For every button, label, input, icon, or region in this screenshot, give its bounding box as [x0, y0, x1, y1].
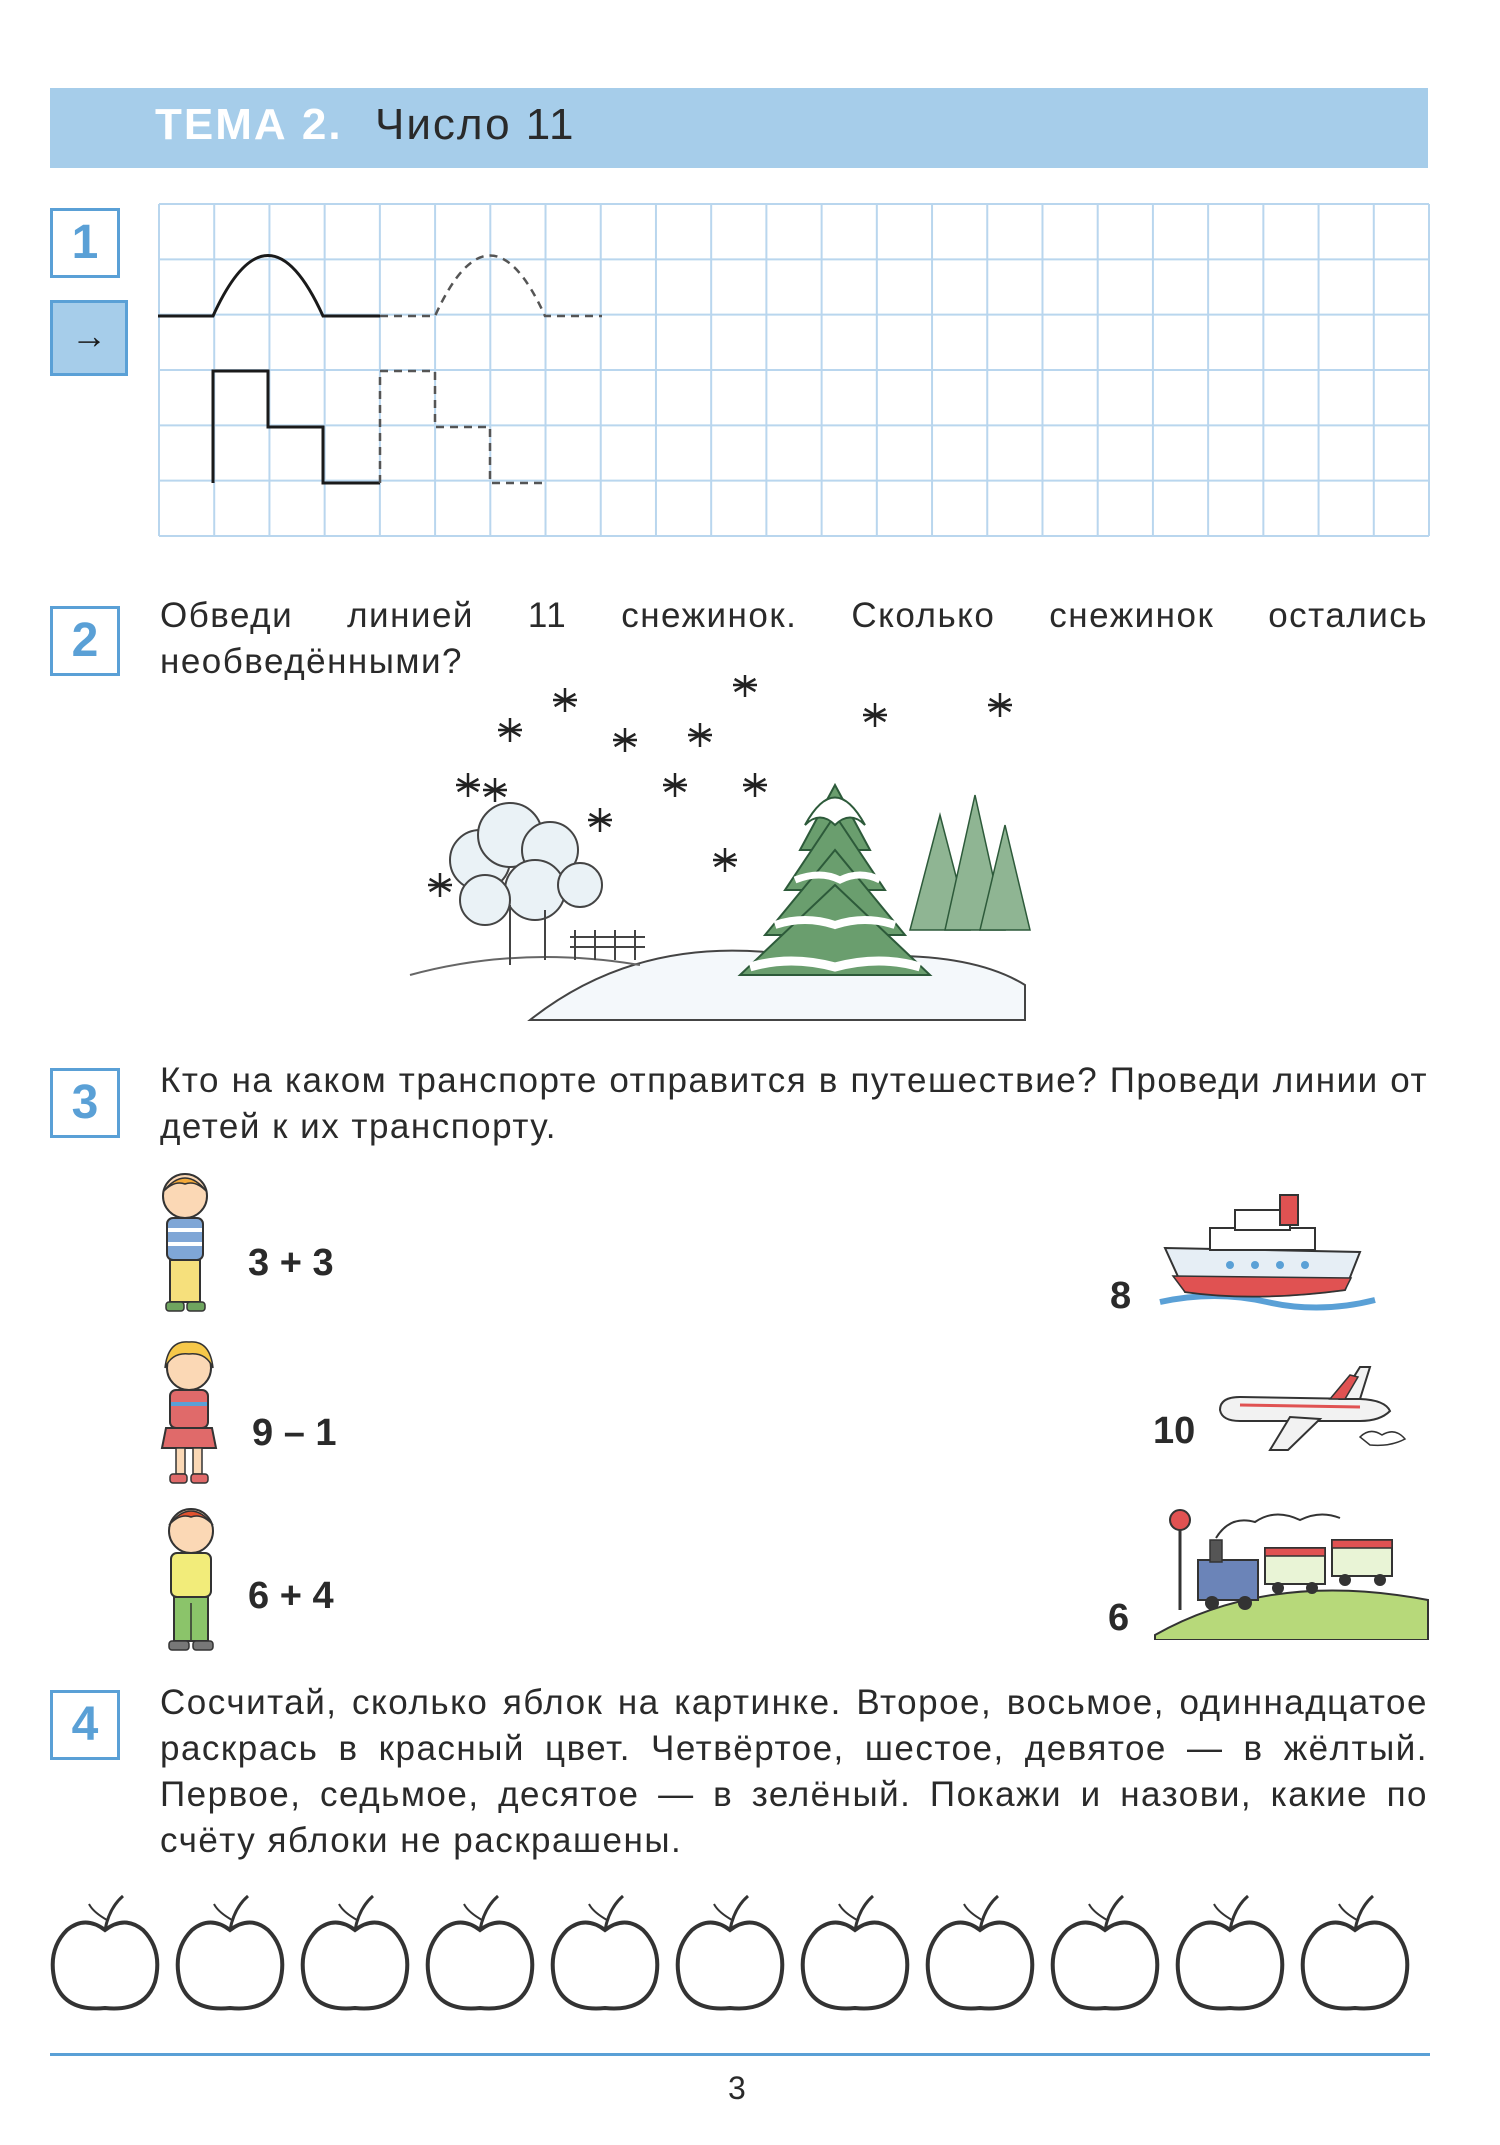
airplane-icon[interactable] [1210, 1355, 1410, 1455]
apple-outline-icon[interactable] [178, 1896, 283, 2008]
winter-scene[interactable] [400, 675, 1050, 1025]
pattern-steps [213, 371, 380, 483]
background-firs-icon [910, 795, 1030, 930]
child-2-expression: 9 – 1 [252, 1412, 337, 1454]
boy-1-icon[interactable] [158, 1168, 213, 1316]
apple-outline-icon[interactable] [53, 1896, 158, 2008]
child-1-expression: 3 + 3 [248, 1242, 334, 1284]
fence-icon [570, 930, 645, 960]
apples-row[interactable] [50, 1890, 1435, 2020]
snowflake-icon[interactable] [733, 675, 757, 697]
snowflake-icon[interactable] [588, 808, 612, 832]
snowflake-icon[interactable] [663, 773, 687, 797]
train-number: 6 [1108, 1597, 1130, 1639]
apple-outline-icon[interactable] [678, 1896, 783, 2008]
snowflake-icon[interactable] [988, 693, 1012, 717]
snowflake-icon[interactable] [428, 873, 452, 897]
footer-rule [50, 2053, 1430, 2056]
task-2-number: 2 [50, 606, 120, 676]
grid-lines [159, 204, 1429, 536]
snowflake-icon[interactable] [553, 688, 577, 712]
continue-pattern-arrow-icon: → [50, 300, 128, 376]
boy-2-icon[interactable] [160, 1503, 222, 1653]
apple-outline-icon[interactable] [428, 1896, 533, 2008]
apple-outline-icon[interactable] [1303, 1896, 1408, 2008]
pattern-steps-dashed [380, 371, 545, 483]
apple-outline-icon[interactable] [303, 1896, 408, 2008]
snowflake-icon[interactable] [713, 848, 737, 872]
task-4-number: 4 [50, 1690, 120, 1760]
snowflake-icon[interactable] [688, 723, 712, 747]
snowflake-icon[interactable] [743, 773, 767, 797]
task-4-text: Сосчитай, сколько яблок на картинке. Второе, восьмое, одиннадцатое раскрась в красный цвет. Четвёртое, шестое, девятое — в жёлтый. Первое, седьмое, десятое — в зелёный. Покажи и назови, какие по счёту яблоки не раскрашены. [160, 1683, 1428, 1860]
snowflake-icon[interactable] [498, 718, 522, 742]
girl-icon[interactable] [158, 1338, 220, 1488]
task-3-number: 3 [50, 1068, 120, 1138]
ship-number: 8 [1110, 1275, 1132, 1317]
topic-label: ТЕМА 2. [155, 100, 343, 149]
task-1-number: 1 [50, 208, 120, 278]
fir-tree-icon [740, 785, 930, 975]
snowflake-icon[interactable] [863, 703, 887, 727]
child-3-expression: 6 + 4 [248, 1575, 334, 1617]
snowflake-icon[interactable] [456, 773, 480, 797]
apple-outline-icon[interactable] [928, 1896, 1033, 2008]
apple-outline-icon[interactable] [1178, 1896, 1283, 2008]
apple-outline-icon[interactable] [553, 1896, 658, 2008]
task-2-text: Обведи линией 11 снежинок. Сколько снежинок остались необведёнными? [160, 596, 1428, 681]
snowy-bushes-icon [450, 803, 602, 965]
snowflake-icon[interactable] [613, 728, 637, 752]
apple-outline-icon[interactable] [803, 1896, 908, 2008]
train-icon[interactable] [1150, 1500, 1430, 1640]
airplane-number: 10 [1153, 1410, 1196, 1452]
apple-outline-icon[interactable] [1053, 1896, 1158, 2008]
snowflake-icon[interactable] [483, 778, 507, 802]
task-3-text: Кто на каком транспорте отправится в путешествие? Проведи линии от детей к их транспорту. [160, 1061, 1428, 1146]
page-title: Число 11 [375, 100, 576, 149]
page-number: 3 [728, 2070, 746, 2106]
ship-icon[interactable] [1155, 1190, 1380, 1315]
grid-pattern-area[interactable] [158, 203, 1430, 537]
